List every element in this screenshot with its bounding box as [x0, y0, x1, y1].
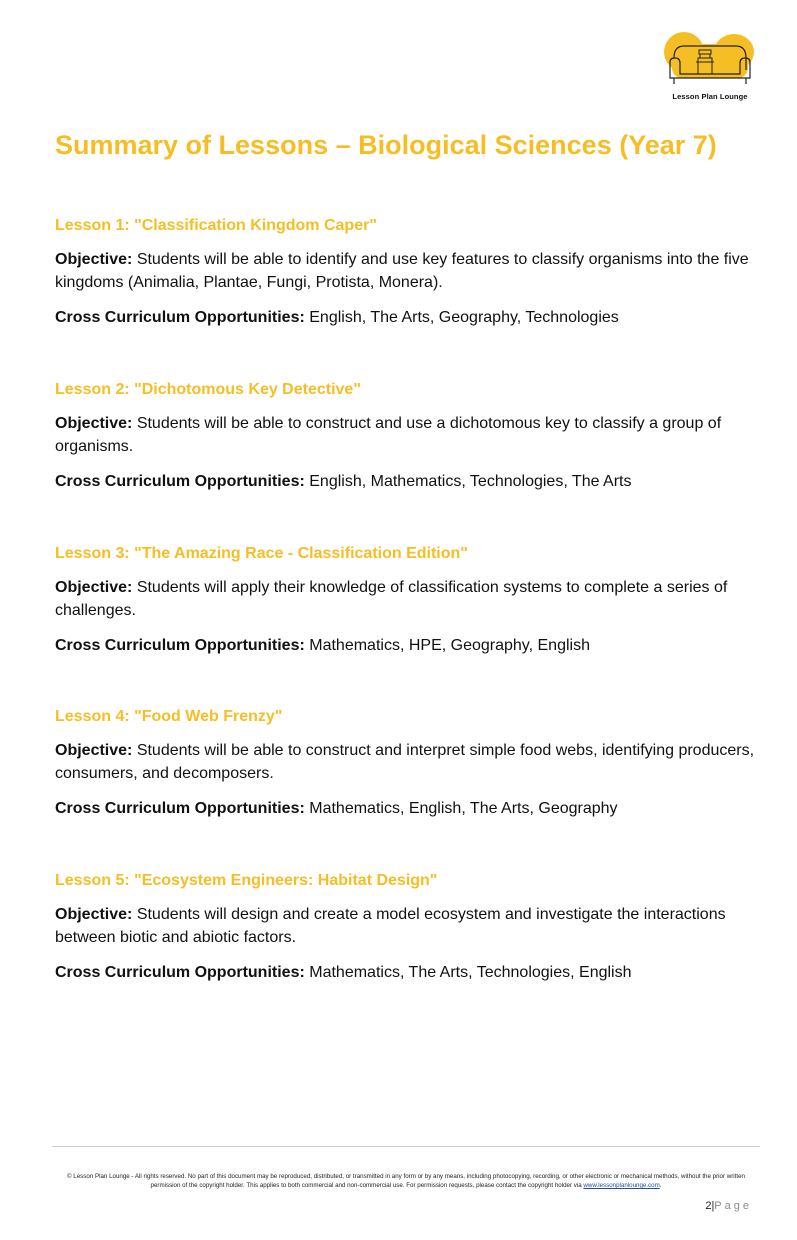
objective-label: Objective: [55, 251, 133, 268]
lesson-title: Lesson 1: "Classification Kingdom Caper" [55, 217, 377, 234]
lesson-title: Lesson 2: "Dichotomous Key Detective" [55, 381, 361, 398]
lesson-title: Lesson 4: "Food Web Frenzy" [55, 708, 283, 725]
lesson-title: Lesson 5: "Ecosystem Engineers: Habitat Design" [55, 872, 438, 889]
objective-text: Students will apply their knowledge of classification systems to complete a series of challenges. [55, 579, 728, 619]
lesson-3 [55, 544, 760, 669]
objective-text: Students will be able to construct and use a dichotomous key to classify a group of organisms. [55, 415, 722, 455]
cross-curriculum-label: Cross Curriculum Opportunities: [55, 637, 305, 654]
lesson-objective [55, 248, 760, 294]
footer-copyright [58, 1172, 754, 1190]
sofa-logo-icon [662, 30, 758, 92]
logo-label: Lesson Plan Lounge [672, 92, 748, 101]
objective-label: Objective: [55, 906, 133, 923]
objective-text: Students will be able to construct and interpret simple food webs, identifying producers, consumers, and decomposers. [55, 742, 755, 782]
cross-curriculum-text: Mathematics, The Arts, Technologies, English [309, 964, 632, 981]
copyright-text: © Lesson Plan Lounge - All rights reserved. No part of this document may be reproduced, distributed, or transmitted in any form or by any means, including photocopying, recording, or other electronic or mechanical methods, without the prior written permission of the copyright holder. This applies to both commercial and non-commercial use. For permission requests, please contact the copyright holder via [67, 1173, 745, 1189]
page-number [705, 1200, 752, 1212]
cross-curriculum-text: Mathematics, HPE, Geography, English [309, 637, 590, 654]
lesson-objective [55, 412, 760, 458]
lesson-1 [55, 216, 760, 341]
objective-text: Students will design and create a model ecosystem and investigate the interactions between biotic and abiotic factors. [55, 906, 726, 946]
lesson-objective [55, 903, 760, 949]
lesson-cross-curriculum [55, 634, 760, 657]
cross-curriculum-text: English, Mathematics, Technologies, The Arts [309, 473, 632, 490]
website-link[interactable]: www.lessonplanlounge.com [583, 1182, 660, 1189]
page-number-separator: | [711, 1200, 715, 1212]
footer-divider [52, 1146, 760, 1147]
lesson-2 [55, 380, 760, 505]
cross-curriculum-text: Mathematics, English, The Arts, Geography [309, 800, 618, 817]
page-title: Summary of Lessons – Biological Sciences (Year 7) [55, 130, 717, 160]
objective-label: Objective: [55, 742, 133, 759]
lesson-cross-curriculum [55, 961, 760, 984]
lesson-cross-curriculum [55, 470, 760, 493]
page-label: Page [714, 1200, 752, 1212]
lesson-objective [55, 576, 760, 622]
objective-label: Objective: [55, 579, 133, 596]
lesson-4 [55, 707, 760, 832]
lesson-cross-curriculum [55, 306, 760, 329]
objective-text: Students will be able to identify and use key features to classify organisms into the five kingdoms (Animalia, Plantae, Fungi, Protista, Monera). [55, 251, 749, 291]
cross-curriculum-label: Cross Curriculum Opportunities: [55, 800, 305, 817]
cross-curriculum-label: Cross Curriculum Opportunities: [55, 309, 305, 326]
lesson-cross-curriculum [55, 797, 760, 820]
objective-label: Objective: [55, 415, 133, 432]
page-number-value: 2 [705, 1200, 712, 1212]
cross-curriculum-label: Cross Curriculum Opportunities: [55, 473, 305, 490]
cross-curriculum-label: Cross Curriculum Opportunities: [55, 964, 305, 981]
link-suffix: . [659, 1182, 662, 1189]
lesson-title: Lesson 3: "The Amazing Race - Classification Edition" [55, 545, 468, 562]
lesson-objective [55, 739, 760, 785]
lesson-plan-lounge-logo [662, 30, 758, 104]
cross-curriculum-text: English, The Arts, Geography, Technologies [309, 309, 619, 326]
lesson-5 [55, 871, 760, 996]
